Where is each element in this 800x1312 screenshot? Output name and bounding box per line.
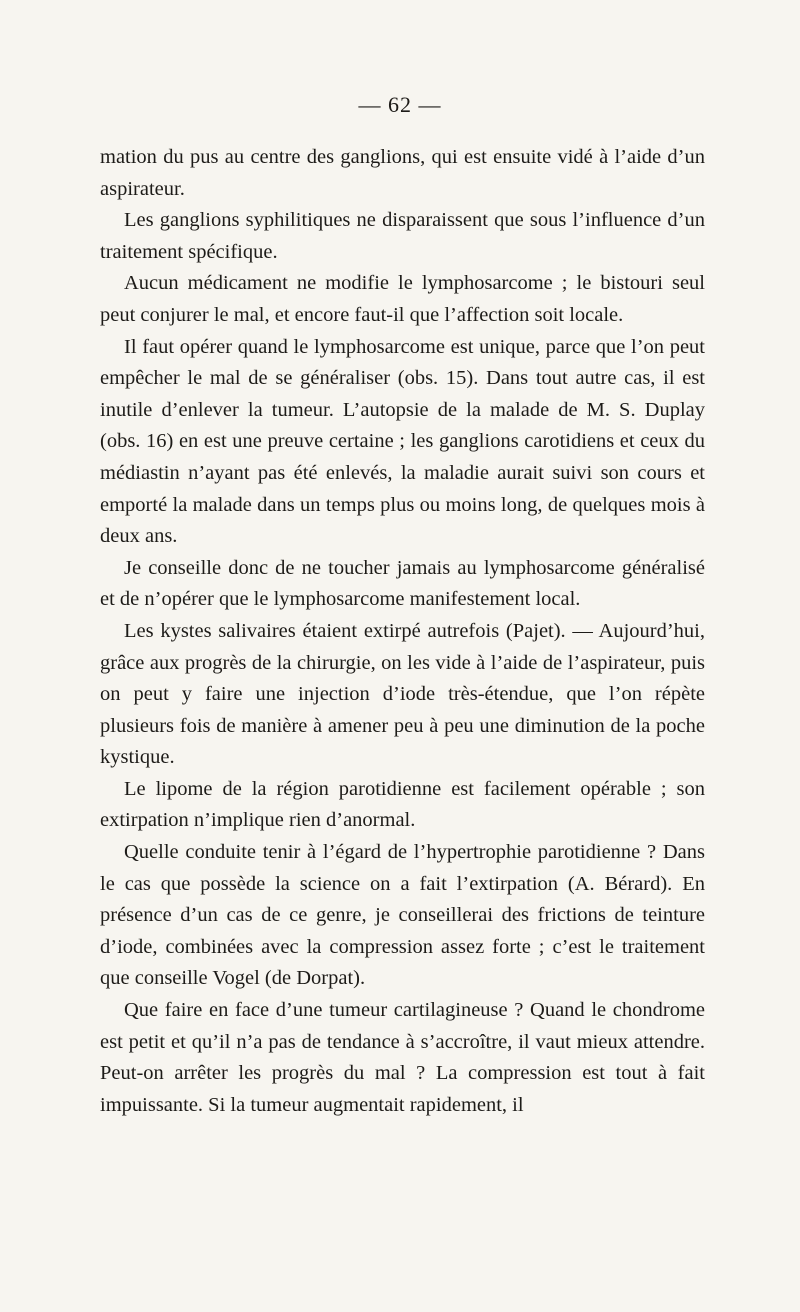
paragraph-advice: Je conseille donc de ne toucher jamais au lymphosarcome généralisé et de n’opérer que le lymphosarcome manifestement local. [100, 556, 705, 611]
paragraph-lipoma: Le lipome de la région parotidienne est facilement opérable ; son extirpation n’implique rien d’anormal. [100, 777, 705, 832]
paragraph-continuation: mation du pus au centre des ganglions, qui est ensuite vidé à l’aide d’un aspirateur. [100, 146, 705, 200]
paragraph-cartilaginous-tumor: Que faire en face d’une tumeur cartilagineuse ? Quand le chondrome est petit et qu’il n’a pas de tendance à s’accroître, il vaut mieux attendre. Peut-on arrêter les progrès du mal ? La compression est tout à fait impuissante. Si la tumeur augmentait rapidement, il [100, 999, 705, 1116]
paragraph-parotid-hypertrophy: Quelle conduite tenir à l’égard de l’hypertrophie parotidienne ? Dans le cas que possède la science on a fait l’extirpation (A. Bérard). En présence d’un cas de ce genre, je conseillerai des frictions de teinture d’iode, combinées avec la compression assez forte ; c’est le traitement que conseille Vogel (de Dorpat). [100, 841, 705, 990]
paragraph-operate-unique: Il faut opérer quand le lymphosarcome est unique, parce que l’on peut empêcher le mal de se généraliser (obs. 15). Dans tout autre cas, il est inutile d’enlever la tumeur. L’autopsie de la malade de M. S. Duplay (obs. 16) en est une preuve certaine ; les ganglions carotidiens et ceux du médiastin n’ayant pas été enlevés, la maladie aurait suivi son cours et emporté la malade dans un temps plus ou moins long, de quelques mois à deux ans. [100, 335, 705, 548]
body-text [100, 142, 705, 1121]
paragraph-no-medication: Aucun médicament ne modifie le lymphosarcome ; le bistouri seul peut conjurer le mal, et encore faut-il que l’affection soit locale. [100, 272, 705, 326]
page-number: — 62 — [358, 92, 442, 117]
paragraph-salivary-cysts: Les kystes salivaires étaient extirpé autrefois (Pajet). — Aujourd’hui, grâce aux progrès de la chirurgie, on les vide à l’aide de l’aspirateur, puis on peut y faire une injection d’iode très-étendue, que l’on répète plusieurs fois de manière à amener peu à peu une diminution de la poche kystique. [100, 619, 705, 769]
paragraph-syphilitic-ganglia: Les ganglions syphilitiques ne disparaissent que sous l’influence d’un traitement spécifique. [100, 209, 705, 263]
